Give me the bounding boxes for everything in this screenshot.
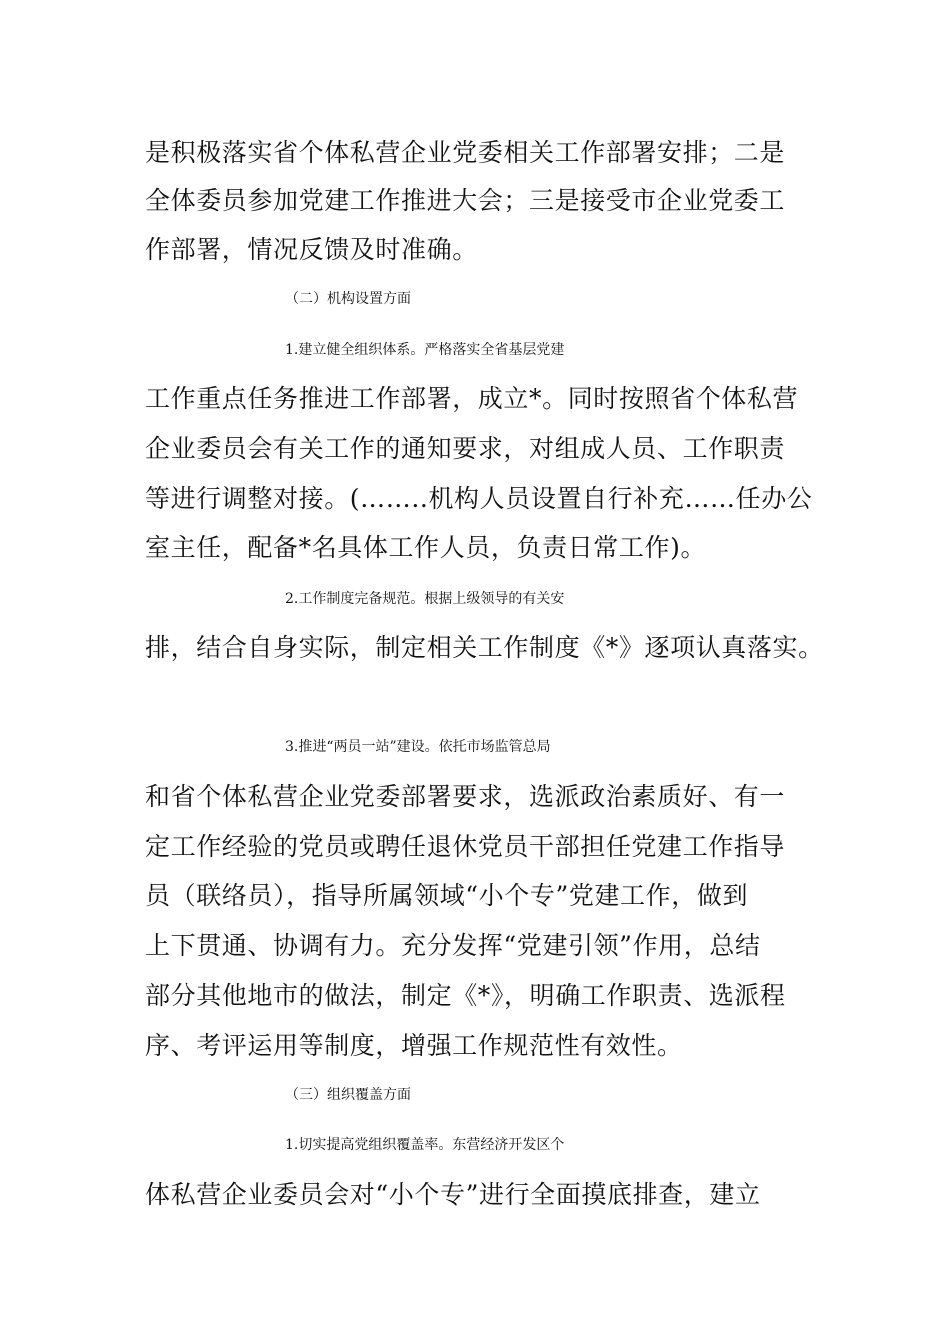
text-line: 室主任，配备*名具体工作人员，负责日常工作)。 — [145, 533, 707, 562]
paragraph-start: 3.推进“两员一站”建设。依托市场监管总局 — [285, 739, 551, 755]
text-line: 工作重点任务推进工作部署，成立*。同时按照省个体私营 — [145, 384, 799, 413]
text-line: 和省个体私营企业党委部署要求，选派政治素质好、有一 — [145, 782, 786, 811]
section-heading: （三）组织覆盖方面 — [285, 1087, 411, 1103]
paragraph-start: 1.切实提高党组织覆盖率。东营经济开发区个 — [285, 1137, 565, 1153]
text-line: 作部署，情况反馈及时准确。 — [145, 235, 478, 264]
text-line: 全体委员参加党建工作推进大会；三是接受市企业党委工 — [145, 186, 786, 215]
text-line: 排，结合自身实际，制定相关工作制度《*》逐项认真落实。 — [145, 633, 824, 662]
text-line: 部分其他地市的做法，制定《*》，明确工作职责、选派程 — [145, 981, 786, 1010]
text-line: 上下贯通、协调有力。充分发挥“党建引领”作用，总结 — [145, 931, 761, 960]
paragraph-start: 1.建立健全组织体系。严格落实全省基层党建 — [285, 342, 565, 358]
text-line: 等进行调整对接。(……..机构人员设置自行补充……任办公 — [145, 484, 813, 513]
section-heading: （二）机构设置方面 — [285, 291, 411, 307]
text-line: 是积极落实省个体私营企业党委相关工作部署安排；二是 — [145, 138, 786, 167]
paragraph-start: 2.工作制度完备规范。根据上级领导的有关安 — [285, 591, 565, 607]
text-line: 员（联络员），指导所属领域“小个专”党建工作，做到 — [145, 881, 749, 910]
text-line: 体私营企业委员会对“小个专”进行全面摸底排查，建立 — [145, 1180, 761, 1209]
text-line: 企业委员会有关工作的通知要求，对组成人员、工作职责 — [145, 434, 786, 463]
text-line: 定工作经验的党员或聘任退休党员干部担任党建工作指导 — [145, 832, 786, 861]
text-line: 序、考评运用等制度，增强工作规范性有效性。 — [145, 1031, 683, 1060]
